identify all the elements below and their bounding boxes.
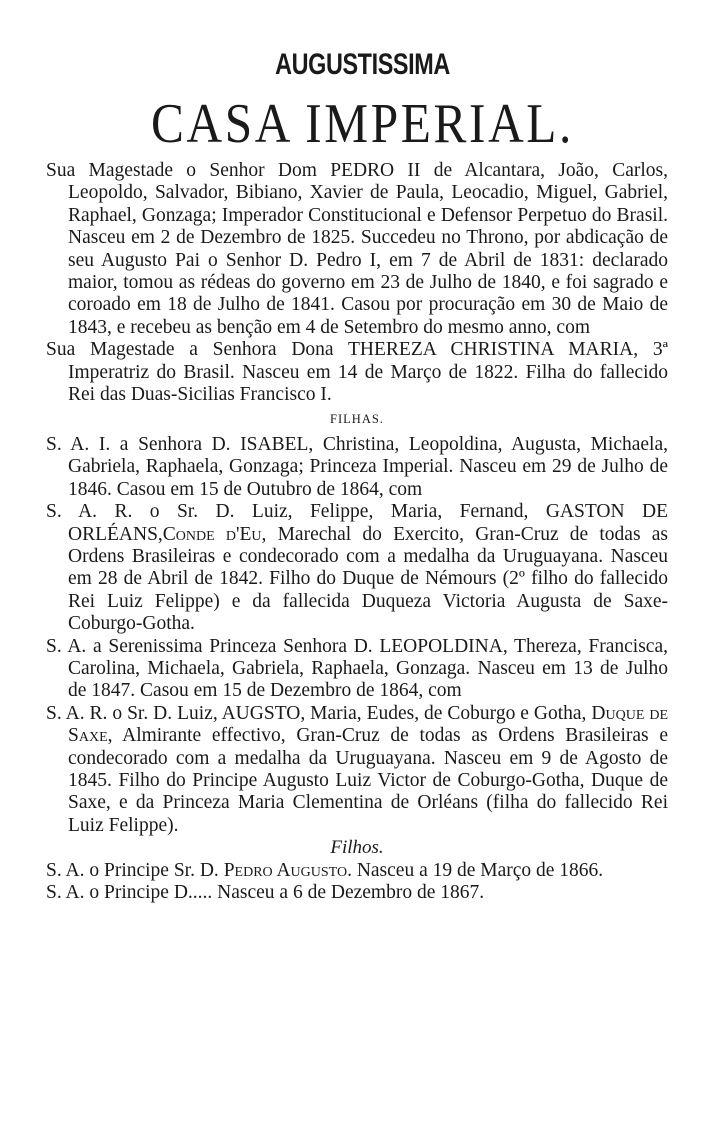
entry-gaston-part1: S. A. R. o Sr. D. Luiz, Felippe, Maria, Fernand, GASTON DE ORLÉANS, (46, 501, 668, 545)
heading-casa-imperial: CASA IMPERIAL. (150, 93, 575, 155)
section-heading-filhos: Filhos. (330, 837, 384, 859)
entry-isabel: S. A. I. a Senhora D. ISABEL, Christina, Leopoldina, Augusta, Michaela, Gabriela, Raphaela, Gonzaga; Princeza Imperial. Nasceu em 29 de Julho de 1846. Casou em 15 de Outubro de 1864, com (46, 433, 668, 500)
section-heading-filhas: FILHAS. (330, 412, 384, 427)
entry-gaston (46, 501, 668, 635)
entry-gaston-title: Conde d'Eu (162, 523, 262, 545)
entry-empress: Sua Magestade a Senhora Dona THEREZA CHRISTINA MARIA, 3ª Imperatriz do Brasil. Nasceu em 14 de Março de 1822. Filha do fallecido Rei das Duas-Sicilias Francisco I. (46, 339, 668, 406)
entry-pedro-part2: . Nasceu a 19 de Março de 1866. (347, 859, 604, 881)
entry-augusto-part1: S. A. R. o Sr. D. Luiz, AUGSTO, Maria, Eudes, de Coburgo e Gotha, (46, 702, 587, 724)
heading-augustissima: AUGUSTISSIMA (275, 48, 450, 81)
entry-pedro-augusto (46, 860, 668, 882)
entry-augusto (46, 703, 668, 837)
entry-augusto-part2: , Almirante effectivo, Gran-Cruz de todas as Ordens Brasileiras e condecorado com a medalha da Uruguayana. Nasceu em 9 de Agosto de 1845. Filho do Principe Augusto Luiz Victor de Coburgo-Gotha, Duque de Saxe, e da Princeza Maria Clementina de Orléans (filha do fallecido Rei Luiz Felippe). (68, 725, 668, 836)
entry-augusto-title: Duque de Saxe (68, 702, 668, 747)
entry-gaston-part2: , Marechal do Exercito, Gran-Cruz de todas as Ordens Brasileiras e condecorado com a medalha da Uruguayana. Nasceu em 28 de Abril de 1842. Filho do Duque de Némours (2º filho do fallecido Rei Luiz Felippe) e da fallecida Duqueza Victoria Augusta de Saxe-Coburgo-Gotha. (68, 523, 668, 635)
entry-emperor: Sua Magestade o Senhor Dom PEDRO II de Alcantara, João, Carlos, Leopoldo, Salvador, Bibiano, Xavier de Paula, Leocadio, Miguel, Gabriel, Raphael, Gonzaga; Imperador Constitucional e Defensor Perpetuo do Brasil. Nasceu em 2 de Dezembro de 1825. Succedeu no Throno, por abdicação de seu Augusto Pai o Senhor D. Pedro I, em 7 de Abril de 1831: declarado maior, tomou as rédeas do governo em 23 de Julho de 1840, e foi sagrado e coroado em 18 de Julho de 1841. Casou por procuração em 30 de Maio de 1843, e recebeu as benção em 4 de Setembro do mesmo anno, com (46, 160, 668, 338)
entry-leopoldina: S. A. a Serenissima Princeza Senhora D. LEOPOLDINA, Thereza, Francisca, Carolina, Michaela, Gabriela, Raphaela, Gonzaga. Nasceu em 13 de Julho de 1847. Casou em 15 de Dezembro de 1864, com (46, 635, 668, 702)
entry-pedro-name: Pedro Augusto (223, 859, 348, 881)
entry-pedro-part1: S. A. o Principe Sr. D. (46, 859, 219, 881)
entry-principe-d: S. A. o Principe D..... Nasceu a 6 de Dezembro de 1867. (46, 882, 485, 903)
document-body (46, 160, 668, 904)
